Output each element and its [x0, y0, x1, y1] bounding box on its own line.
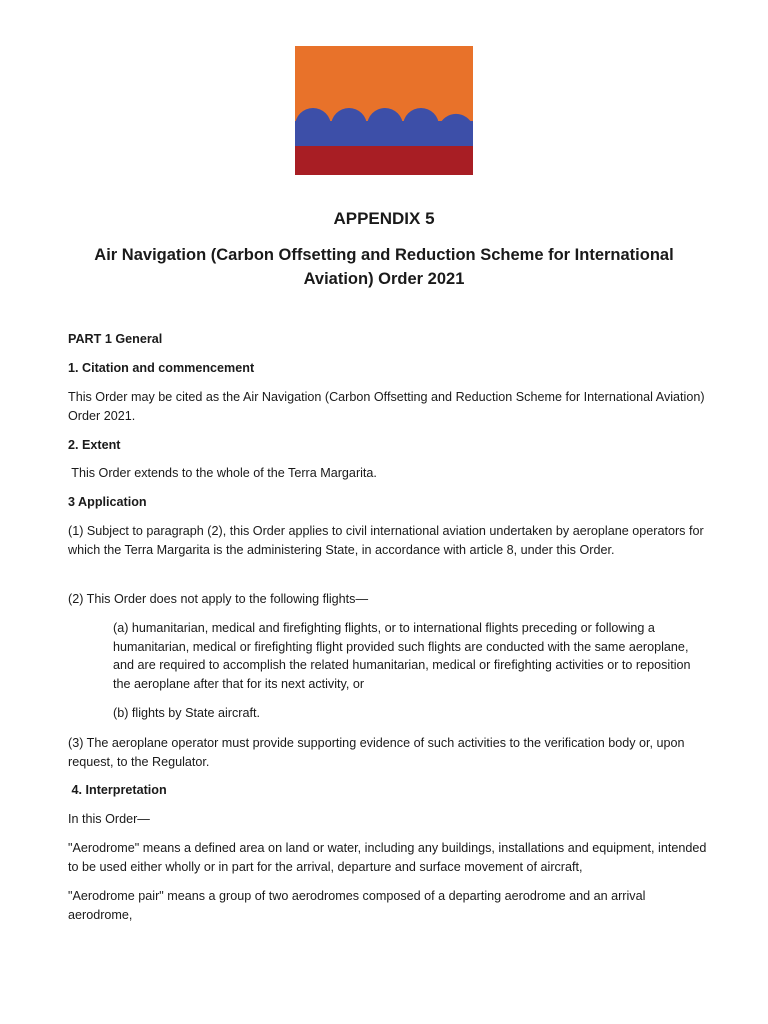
section3-heading: 3 Application: [68, 495, 147, 509]
section4-heading: 4. Interpretation: [68, 783, 167, 797]
section1-text: This Order may be cited as the Air Navigation (Carbon Offsetting and Reduction Scheme for International Aviation) Order 2021.: [68, 390, 705, 423]
emblem-red-band: [295, 146, 473, 175]
section2-text: This Order extends to the whole of the Terra Margarita.: [68, 466, 377, 480]
emblem-flag-logo: [295, 46, 473, 175]
section3-paragraph-3: (3) The aeroplane operator must provide supporting evidence of such activities to the verification body or, upon request, to the Regulator.: [68, 736, 685, 769]
appendix-title: APPENDIX 5: [333, 209, 435, 228]
section2-heading: 2. Extent: [68, 438, 121, 452]
section3-paragraph-1: (1) Subject to paragraph (2), this Order applies to civil international aviation undertaken by aeroplane operators for which the Terra Margarita is the administering State, in accordance with article 8, under this Order.: [68, 524, 704, 557]
order-title: Air Navigation (Carbon Offsetting and Reduction Scheme for International Aviation) Order 2021: [94, 246, 674, 288]
section3-paragraph-2: (2) This Order does not apply to the following flights—: [68, 592, 369, 606]
definition-aerodrome: "Aerodrome" means a defined area on land or water, including any buildings, installations and equipment, intended to be used either wholly or in part for the arrival, departure and surface movement of aircraft,: [68, 841, 707, 874]
section3-paragraph-2a: (a) humanitarian, medical and firefighting flights, or to international flights preceding or following a humanitarian, medical or firefighting flight provided such flights are conducted with the same aeroplane, and are required to accomplish the related humanitarian, medical or firefighting activities or to reposition the aeroplane after that for its next activity, or: [113, 621, 691, 691]
part1-heading: PART 1 General: [68, 332, 163, 346]
section1-heading: 1. Citation and commencement: [68, 361, 255, 375]
section3-paragraph-2b: (b) flights by State aircraft.: [113, 706, 260, 720]
definition-aerodrome-pair: "Aerodrome pair" means a group of two aerodromes composed of a departing aerodrome and an arrival aerodrome,: [68, 889, 646, 922]
section4-intro: In this Order—: [68, 812, 150, 826]
